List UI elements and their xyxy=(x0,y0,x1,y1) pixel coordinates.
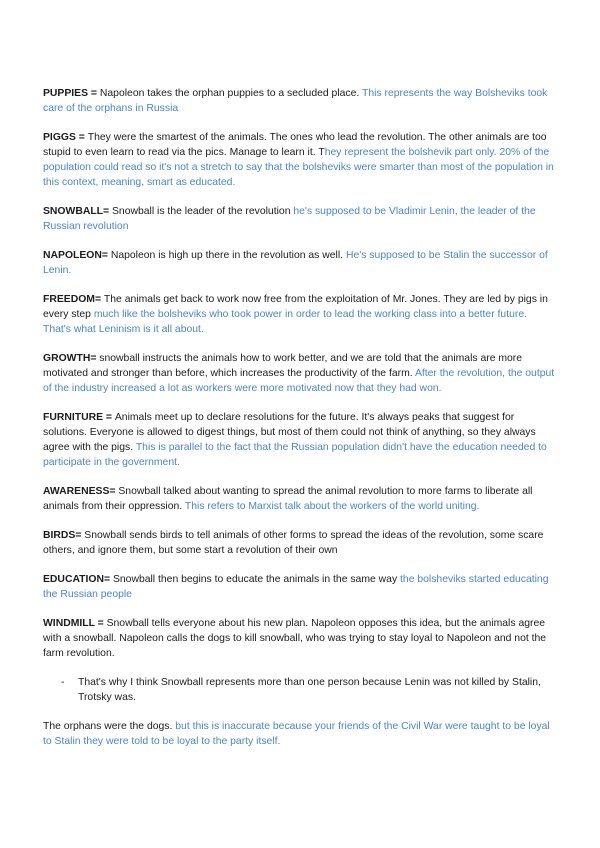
entry-annotation: much like the bolsheviks who took power in order to lead the working class into a better future. That's what Leninism is it all about. xyxy=(43,309,527,335)
entry-paragraph xyxy=(43,248,556,278)
entry-term: AWARENESS= xyxy=(43,486,119,497)
entry-paragraph xyxy=(43,528,556,558)
entry-text: Napoleon is high up there in the revolution as well. xyxy=(110,250,346,261)
entry-text: Snowball is the leader of the revolution xyxy=(111,206,294,217)
entry-paragraph xyxy=(43,572,556,602)
entries-list xyxy=(43,86,556,661)
entry-term: PUPPIES = xyxy=(43,88,100,99)
entry-term: SNOWBALL= xyxy=(43,206,112,217)
entry-text: Animals meet up to declare resolutions for the future. It's always peaks that suggest for solutions. Everyone is allowed to digest things, but most of them could not think of anything, so they always agree with the pigs. xyxy=(43,412,536,453)
entry-paragraph xyxy=(43,292,556,337)
entry-term: WINDMILL = xyxy=(43,618,107,629)
entry-paragraph xyxy=(43,204,556,234)
entry-paragraph xyxy=(43,410,556,470)
entry-annotation: After the revolution, the output of the industry increased a lot as workers were more motivated now that they had won. xyxy=(43,368,555,394)
entry-paragraph xyxy=(43,351,556,396)
entry-paragraph xyxy=(43,484,556,514)
bullet-text: That's why I think Snowball represents more than one person because Lenin was not killed by Stalin, Trotsky was. xyxy=(78,677,541,703)
entry-text: Snowball tells everyone about his new plan. Napoleon opposes this idea, but the animals agree with a snowball. Napoleon calls the dogs to kill snowball, who was trying to stay loyal to Napoleon and not the farm revolution. xyxy=(43,618,547,659)
entry-annotation: He's supposed to be Stalin the successor of Lenin. xyxy=(43,250,548,276)
entry-term: NAPOLEON= xyxy=(43,250,111,261)
entry-annotation: This refers to Marxist talk about the workers of the world uniting. xyxy=(184,501,480,512)
entry-text: snowball instructs the animals how to work better, and we are told that the animals are more motivated and stronger than before, which increases the productivity of the farm. xyxy=(43,353,523,379)
entry-paragraph xyxy=(43,616,556,661)
entry-term: FREEDOM= xyxy=(43,294,104,305)
entry-term: EDUCATION= xyxy=(43,574,113,585)
entry-paragraph xyxy=(43,86,556,116)
entry-text: The animals get back to work now free from the exploitation of Mr. Jones. They are led by pigs in every step xyxy=(43,294,548,320)
entry-term: GROWTH= xyxy=(43,353,100,364)
entry-text: Snowball talked about wanting to spread the animal revolution to more farms to liberate all animals from their oppression. xyxy=(43,486,533,512)
closing-paragraph xyxy=(43,719,556,749)
entry-text: Napoleon takes the orphan puppies to a secluded place. xyxy=(99,88,362,99)
entry-text: Snowball then begins to educate the animals in the same way xyxy=(112,574,401,585)
bullet-item xyxy=(43,675,556,705)
entry-annotation: the bolsheviks started educating the Russian people xyxy=(43,574,549,600)
entry-annotation: he's supposed to be Vladimir Lenin, the leader of the Russian revolution xyxy=(43,206,536,232)
entry-term: FURNITURE = xyxy=(43,412,115,423)
closing-text: The orphans were the dogs. xyxy=(43,721,176,732)
entry-text: Snowball sends birds to tell animals of other forms to spread the ideas of the revolution, some scare others, and ignore them, but some start a revolution of their own xyxy=(43,530,544,556)
entry-text: They were the smartest of the animals. The ones who lead the revolution. The other animals are too stupid to even learn to read via the pics. Manage to learn it. T xyxy=(43,132,547,158)
entry-annotation: This is parallel to the fact that the Russian population didn't have the education needed to participate in the government. xyxy=(43,442,547,468)
entry-paragraph xyxy=(43,130,556,190)
entry-term: PIGGS = xyxy=(43,132,88,143)
entry-term: BIRDS= xyxy=(43,530,85,541)
closing-annotation: but this is inaccurate because your friends of the Civil War were taught to be loyal to Stalin they were told to be loyal to the party itself. xyxy=(43,721,550,747)
entry-annotation: hey represent the bolshevik part only. 20% of the population could read so it's not a stretch to say that the bolsheviks were smarter than most of the population in this context, meaning, smart as educated. xyxy=(43,147,554,188)
bullet-dash: - xyxy=(61,677,65,688)
entry-annotation: This represents the way Bolsheviks took care of the orphans in Russia xyxy=(43,88,548,114)
